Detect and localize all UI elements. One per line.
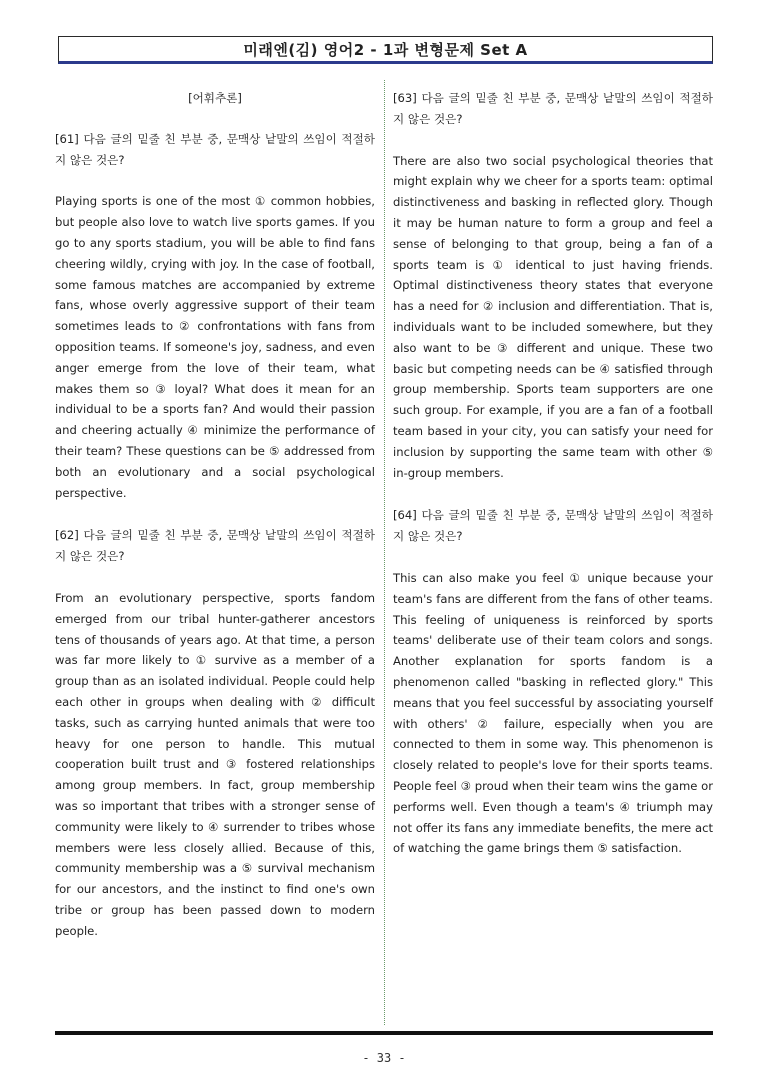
- question-passage: Playing sports is one of the most ① common hobbies, but people also love to watch live sports games. If you go to any sports stadium, you will be able to find fans cheering wildly, crying with joy. In the case of football, some famous matches are accompanied by extreme fans, whose overly aggressive support of their team sometimes leads to ② confrontations with fans from opposition teams. If someone's joy, sadness, and even anger emerge from the love of their team, what makes them so ③ loyal? What does it mean for an individual to be a sports fan? And would their passion and cheering actually ④ minimize the performance of their team? These questions can be ⑤ addressed from both an evolutionary and a social psychological perspective.: [55, 194, 375, 500]
- question-header: [393, 88, 713, 130]
- column-divider: [384, 80, 385, 1025]
- question-header: [55, 129, 375, 171]
- question-prompt: 다음 글의 밑줄 친 부분 중, 문맥상 낱말의 쓰임이 적절하지 않은 것은?: [55, 528, 376, 564]
- question-prompt: 다음 글의 밑줄 친 부분 중, 문맥상 낱말의 쓰임이 적절하지 않은 것은?: [393, 508, 714, 544]
- question-prompt: 다음 글의 밑줄 친 부분 중, 문맥상 낱말의 쓰임이 적절하지 않은 것은?: [393, 91, 714, 126]
- right-column: [393, 88, 713, 859]
- footer-rule: [55, 1031, 713, 1035]
- question-number: [64]: [393, 508, 417, 523]
- page-number: - 33 -: [362, 1051, 406, 1065]
- question-62: [55, 525, 375, 941]
- question-prompt: 다음 글의 밑줄 친 부분 중, 문맥상 낱말의 쓰임이 적절하지 않은 것은?: [55, 131, 376, 167]
- question-number: [63]: [393, 91, 417, 105]
- question-passage: This can also make you feel ① unique because your team's fans are different from the fans of other teams. This feeling of uniqueness is reinforced by sports teams' deliberate use of their team colors and songs. Another explanation for sports fandom is a phenomenon called "basking in reflected glory." This means that you feel successful by associating yourself with others' ② failure, especially when you are connected to them in some way. This phenomenon is closely related to people's love for their sports teams. People feel ③ proud when their team wins the game or performs well. Even though a team's ④ triumph may not offer its fans any immediate benefits, the mere act of watching the game brings them ⑤ satisfaction.: [393, 570, 713, 856]
- question-header: [55, 525, 375, 567]
- question-header: [393, 505, 713, 547]
- question-63: [393, 88, 713, 483]
- question-passage: From an evolutionary perspective, sports fandom emerged from our tribal hunter-gatherer ancestors tens of thousands of years ago. At that time, a person was far more likely to ① survive as a member of a group than as an isolated individual. People could help each other in groups when dealing with ② difficult tasks, such as carrying hunted animals that were too heavy for one person to handle. This mutual cooperation built trust and ③ fostered relationships among group members. In fact, group membership was so important that tribes with a stronger sense of community were likely to ④ surrender to tribes whose members were less closely allied. Because of this, community membership was a ⑤ survival mechanism for our ancestors, and the instinct to find one's own tribe or group has been passed down to modern people.: [55, 590, 375, 938]
- section-label: [어휘추론]: [188, 91, 242, 105]
- question-number: [62]: [55, 528, 79, 543]
- left-column: [55, 88, 375, 941]
- page-title-box: [58, 36, 713, 64]
- page-title: 미래엔(김) 영어2 - 1과 변형문제 Set A: [243, 40, 528, 59]
- question-number: [61]: [55, 131, 79, 146]
- question-passage: There are also two social psychological theories that might explain why we cheer for a sports team: optimal distinctiveness and basking in reflected glory. Though it may be human nature to form a group and feel a sense of belonging to that group, being a fan of a sports team is ① identical to just having friends. Optimal distinctiveness theory states that everyone has a need for ② inclusion and differentiation. That is, individuals want to be included somewhere, but they also want to be ③ different and unique. These two basic but competing needs can be ④ satisfied through group membership. Sports team supporters are one such group. For example, if you are a fan of a football team based in your city, you can satisfy your need for inclusion by supporting the same team with other ⑤ in-group members.: [393, 153, 713, 480]
- question-64: [393, 505, 713, 859]
- question-61: [55, 129, 375, 504]
